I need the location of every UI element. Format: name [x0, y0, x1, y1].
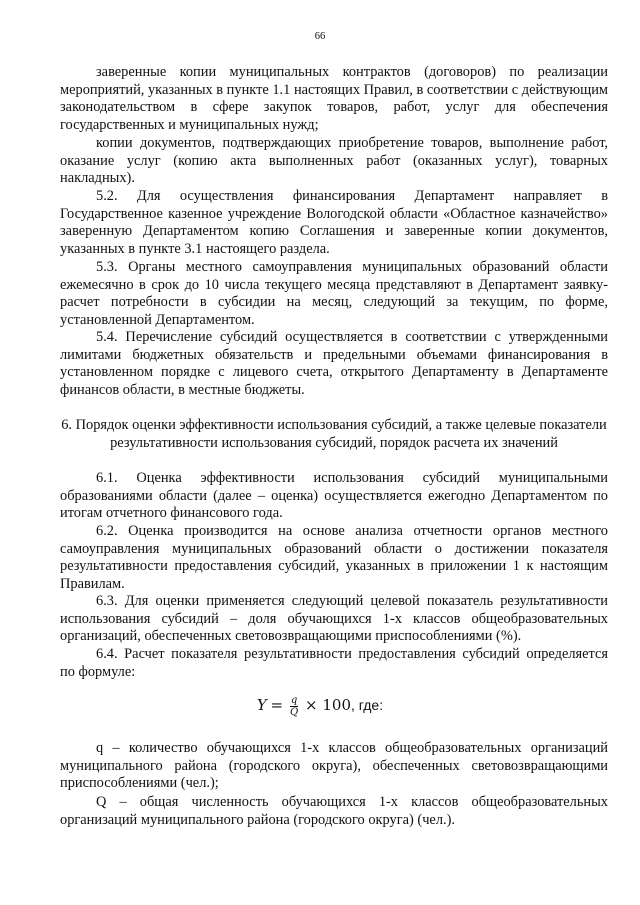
- paragraph-6-2: 6.2. Оценка производится на основе анализа отчетности органов местного самоуправления муниципальных образований области о достижении показателя результативности предоставления субсидий, указанных в приложении 1 к настоящим Правилам.: [60, 523, 608, 592]
- formula-fraction: [290, 695, 298, 718]
- formula-numerator: q: [290, 695, 298, 707]
- paragraph-5-2: 5.2. Для осуществления финансирования Департамент направляет в Государственное казенное учреждение Вологодской области «Областное казначейство» заверенную Департаментом копию Соглашения и заверенные копии документов, указанных в пункте 3.1 настоящего раздела.: [60, 188, 608, 257]
- paragraph-6-1: 6.1. Оценка эффективности использования субсидий муниципальными образованиями области (далее – оценка) осуществляется ежегодно Департаментом по итогам отчетного финансового года.: [60, 470, 608, 522]
- formula-tail: , где:: [351, 697, 384, 713]
- page-number: 66: [314, 31, 326, 42]
- formula-times: × 100: [305, 696, 351, 714]
- paragraph-Q-definition: Q – общая численность обучающихся 1-х классов общеобразовательных организаций муниципального района (городского округа) (чел.).: [60, 794, 608, 828]
- paragraph-6-4: 6.4. Расчет показателя результативности предоставления субсидий определяется по формуле:: [60, 646, 608, 680]
- section-heading-6: 6. Порядок оценки эффективности использования субсидий, а также целевые показатели результативности использования субсидий, порядок расчета их значений: [61, 417, 607, 451]
- formula-denominator: Q: [289, 707, 299, 719]
- paragraph-document-copies: копии документов, подтверждающих приобретение товаров, выполнение работ, оказание услуг (копию акта выполненных работ (оказанных услуг), товарных накладных).: [60, 135, 608, 187]
- formula-lhs: Y: [256, 696, 267, 714]
- formula: [0, 695, 640, 718]
- paragraph-5-4: 5.4. Перечисление субсидий осуществляется в соответствии с утвержденными лимитами бюджетных обязательств и предельными объемами финансирования в установленном порядке с лицевого счета, открытого Департаменту в Департаменте финансов области, в местные бюджеты.: [60, 329, 608, 398]
- paragraph-5-3: 5.3. Органы местного самоуправления муниципальных образований области ежемесячно в срок до 10 числа текущего месяца представляют в Департамент заявку-расчет потребности в субсидии на месяц, следующий за текущим, по форме, установленной Департаментом.: [60, 259, 608, 328]
- formula-equals: =: [270, 696, 284, 714]
- paragraph-6-3: 6.3. Для оценки применяется следующий целевой показатель результативности использования субсидий – доля обучающихся 1-х классов общеобразовательных организаций, обеспеченных световозвращающими приспособлениями (%).: [60, 593, 608, 645]
- paragraph-contract-copies: заверенные копии муниципальных контрактов (договоров) по реализации мероприятий, указанных в пункте 1.1 настоящих Правил, в соответствии с действующим законодательством в сфере закупок товаров, работ, услуг для обеспечения государственных и муниципальных нужд;: [60, 64, 608, 133]
- paragraph-q-definition: q – количество обучающихся 1-х классов общеобразовательных организаций муниципального района (городского округа), обеспеченных световозвращающими приспособлениями (чел.);: [60, 740, 608, 792]
